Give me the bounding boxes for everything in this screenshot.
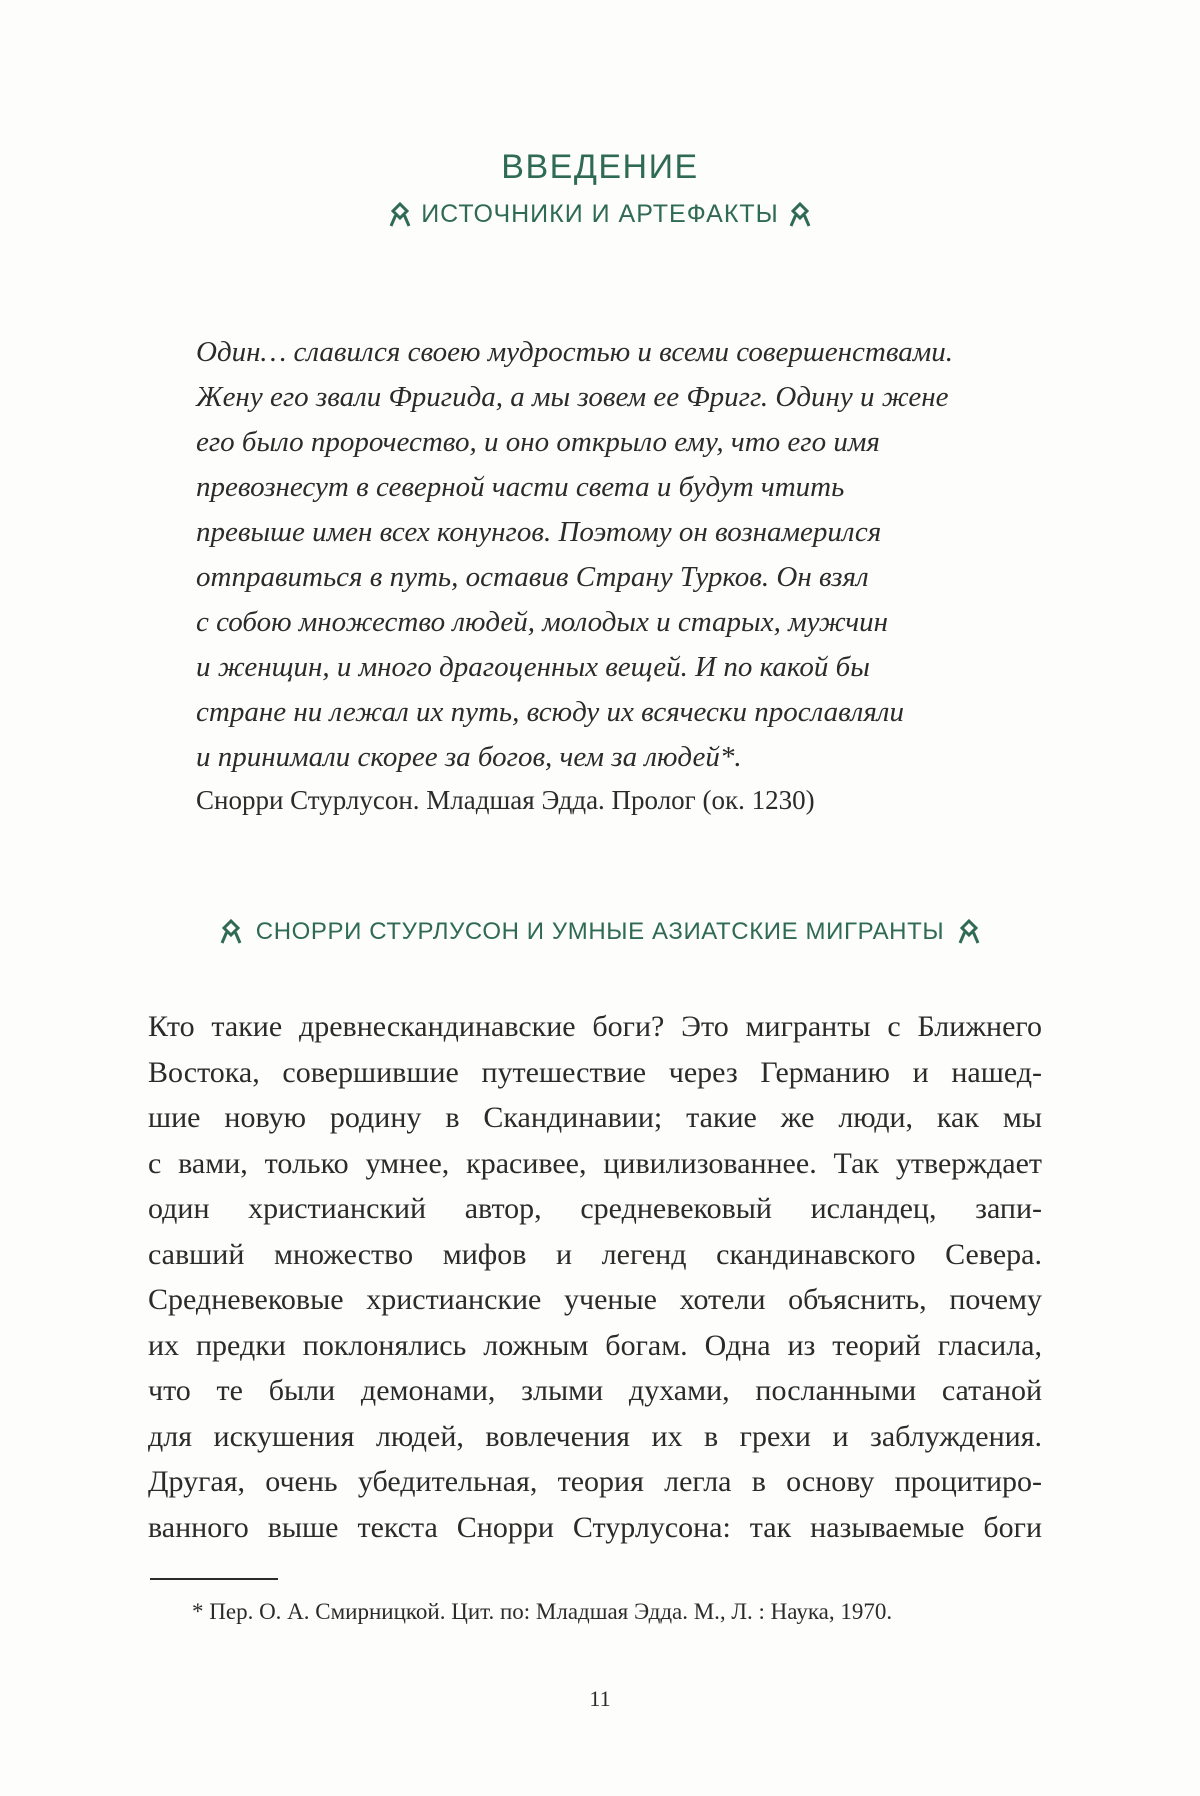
chapter-subtitle-text: ИСТОЧНИКИ И АРТЕФАКТЫ <box>421 200 779 228</box>
othala-rune-icon <box>220 919 242 945</box>
body-line: Востока, совершившие путешествие через Германию и нашед- <box>148 1055 1042 1089</box>
body-line: с вами, только умнее, красивее, цивилизованнее. Так утверждает <box>148 1146 1042 1180</box>
body-line: их предки поклонялись ложным богам. Одна из теорий гласила, <box>148 1328 1042 1362</box>
epigraph-line: превыше имен всех конунгов. Поэтому он вознамерился <box>196 516 882 548</box>
epigraph-source: Снорри Стурлусон. Младшая Эдда. Пролог (ок. 1230) <box>196 785 815 815</box>
body-paragraph <box>148 1004 1042 1550</box>
epigraph-line: Один… славился своею мудростью и всеми совершенствами. <box>196 336 953 368</box>
epigraph <box>196 330 1056 780</box>
body-line: Средневековые христианские ученые хотели объяснить, почему <box>148 1283 1042 1316</box>
footnote-divider <box>150 1578 278 1580</box>
epigraph-line: с собою множество людей, молодых и старых, мужчин <box>196 606 889 638</box>
othala-rune-icon <box>389 202 411 228</box>
footnote: * Пер. О. А. Смирницкой. Цит. по: Младшая Эдда. М., Л. : Наука, 1970. <box>192 1599 893 1624</box>
body-line: Кто такие древнескандинавские боги? Это мигранты с Ближнего <box>148 1010 1042 1043</box>
chapter-subtitle <box>0 200 1200 229</box>
epigraph-line: Жену его звали Фригида, а мы зовем ее Фригг. Одину и жене <box>196 381 949 413</box>
epigraph-line: и принимали скорее за богов, чем за людей*. <box>196 741 742 773</box>
body-line: что те были демонами, злыми духами, посланными сатаной <box>148 1374 1042 1407</box>
section-heading-text: СНОРРИ СТУРЛУСОН И УМНЫЕ АЗИАТСКИЕ МИГРАНТЫ <box>255 918 945 945</box>
page-number: 11 <box>589 1686 611 1711</box>
epigraph-line: его было пророчество, и оно открыло ему, что его имя <box>196 426 880 458</box>
epigraph-line: отправиться в путь, оставив Страну Турков. Он взял <box>196 561 869 593</box>
section-heading <box>0 918 1200 946</box>
othala-rune-icon <box>958 919 980 945</box>
epigraph-line: превознесут в северной части света и будут чтить <box>196 471 845 503</box>
othala-rune-icon <box>789 202 811 228</box>
body-line: шие новую родину в Скандинавии; такие же люди, как мы <box>148 1101 1042 1134</box>
epigraph-line: стране ни лежал их путь, всюду их всячески прославляли <box>196 696 904 728</box>
body-line: для искушения людей, вовлечения их в грехи и заблуждения. <box>148 1419 1042 1453</box>
body-line: ванного выше текста Снорри Стурлусона: так называемые боги <box>148 1510 1042 1544</box>
body-line: Другая, очень убедительная, теория легла в основу процитиро- <box>148 1465 1042 1498</box>
chapter-title: ВВЕДЕНИЕ <box>501 148 699 186</box>
epigraph-line: и женщин, и много драгоценных вещей. И по какой бы <box>196 651 870 683</box>
body-line: один христианский автор, средневековый исландец, запи- <box>148 1192 1042 1225</box>
body-line: савший множество мифов и легенд скандинавского Севера. <box>148 1237 1042 1271</box>
